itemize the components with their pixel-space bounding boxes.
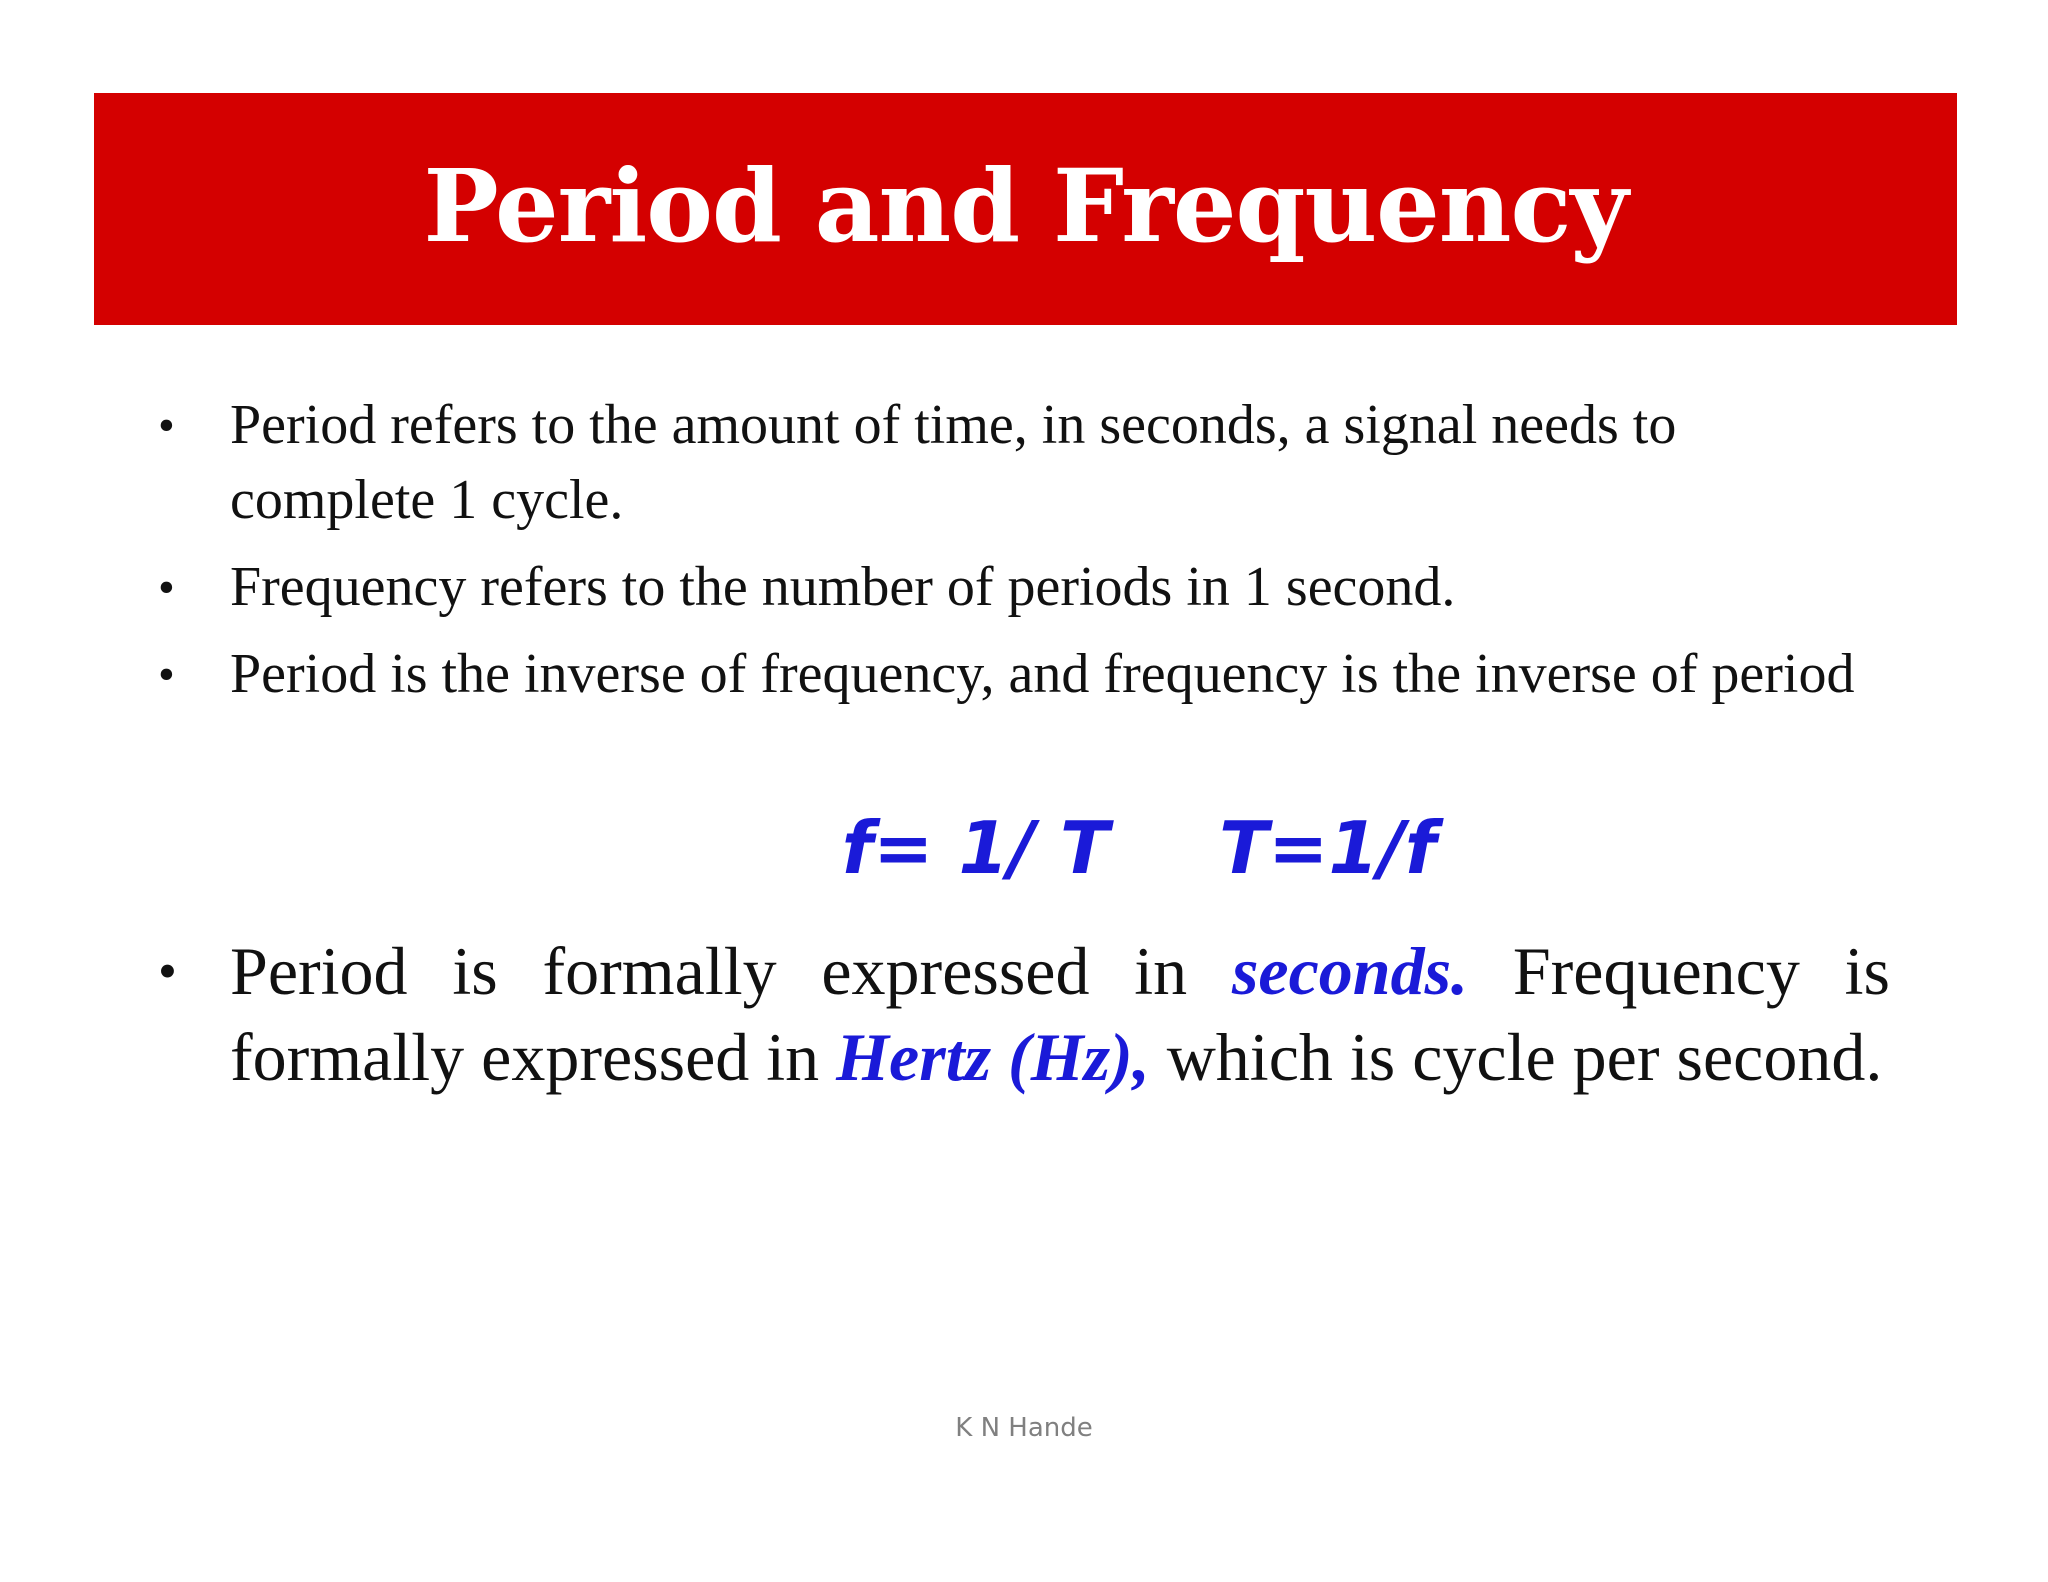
bullet-text: Period refers to the amount of time, in seconds, a signal needs to complete 1 cycle. [230,394,1677,531]
bullet-dot-icon: • [158,648,175,701]
seconds-emphasis: seconds. [1231,933,1469,1009]
units-bullet-list [150,928,1890,1112]
bullet-dot-icon: • [158,399,175,452]
slide-title: Period and Frequency [423,147,1628,265]
units-text-part1: Period is formally expressed in [230,933,1232,1009]
footer-author: K N Hande [955,1413,1093,1443]
formula-row [0,806,2048,890]
bullet-text: Period is the inverse of frequency, and frequency is the inverse of period [230,643,1855,705]
hertz-emphasis: Hertz (Hz), [836,1019,1150,1095]
bullet-dot-icon: • [158,941,177,1001]
frequency-formula: f= 1/ T [841,806,1110,890]
bullet-item [150,637,1890,712]
units-bullet-item [150,928,1890,1100]
bullet-item [150,550,1890,625]
period-formula: T=1/f [1219,806,1437,890]
units-text-part2: Frequency is formally expressed in [230,933,1890,1095]
bullet-list [150,388,1890,724]
bullet-dot-icon: • [158,561,175,614]
title-banner [94,93,1957,325]
bullet-item [150,388,1890,538]
units-text-part3: which is cycle per second. [1149,1019,1883,1095]
bullet-text: Frequency refers to the number of periods in 1 second. [230,556,1456,618]
